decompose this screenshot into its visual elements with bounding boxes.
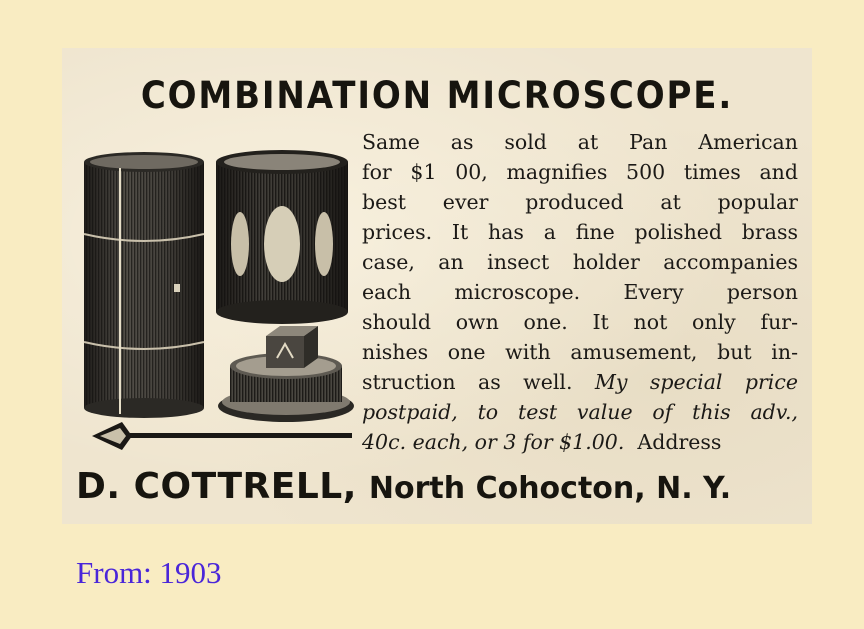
address-label: Address — [637, 430, 722, 454]
advertiser-address — [76, 466, 796, 507]
special-price-final-line — [362, 427, 798, 457]
insect-holder — [218, 326, 354, 422]
advertiser-location: North Cohocton, N. Y. — [368, 471, 732, 506]
microscope-case-cylinder — [84, 152, 204, 418]
body-line: Same as sold at Pan American — [362, 130, 798, 154]
special-price-line: postpaid, to test value of this adv., — [362, 400, 798, 424]
special-price-amount: 40c. each, or 3 for $1.00. — [362, 430, 625, 454]
body-line-price-lead — [362, 367, 798, 397]
body-line: each microscope. Every person — [362, 280, 798, 304]
insect-pin — [92, 422, 352, 450]
microscope-illustration — [80, 144, 355, 459]
advertiser-name: D. COTTRELL, — [76, 466, 357, 507]
date-caption: From: 1903 — [76, 555, 222, 590]
body-line: case, an insect holder accompanies — [362, 250, 798, 274]
body-line: for $1 00, magnifies 500 times and — [362, 160, 798, 184]
ad-body-text — [362, 127, 798, 457]
body-line: struction as well. — [362, 370, 573, 394]
body-line: should own one. It not only fur- — [362, 310, 798, 334]
body-line: prices. It has a fine polished brass — [362, 220, 798, 244]
special-price-lead: My special price — [594, 370, 798, 394]
microscope-barrel — [216, 150, 348, 324]
body-line: best ever produced at popular — [362, 190, 798, 214]
body-line: nishes one with amusement, but in- — [362, 340, 798, 364]
ad-headline: COMBINATION MICROSCOPE. — [140, 74, 734, 117]
advertisement-clipping — [62, 48, 812, 524]
